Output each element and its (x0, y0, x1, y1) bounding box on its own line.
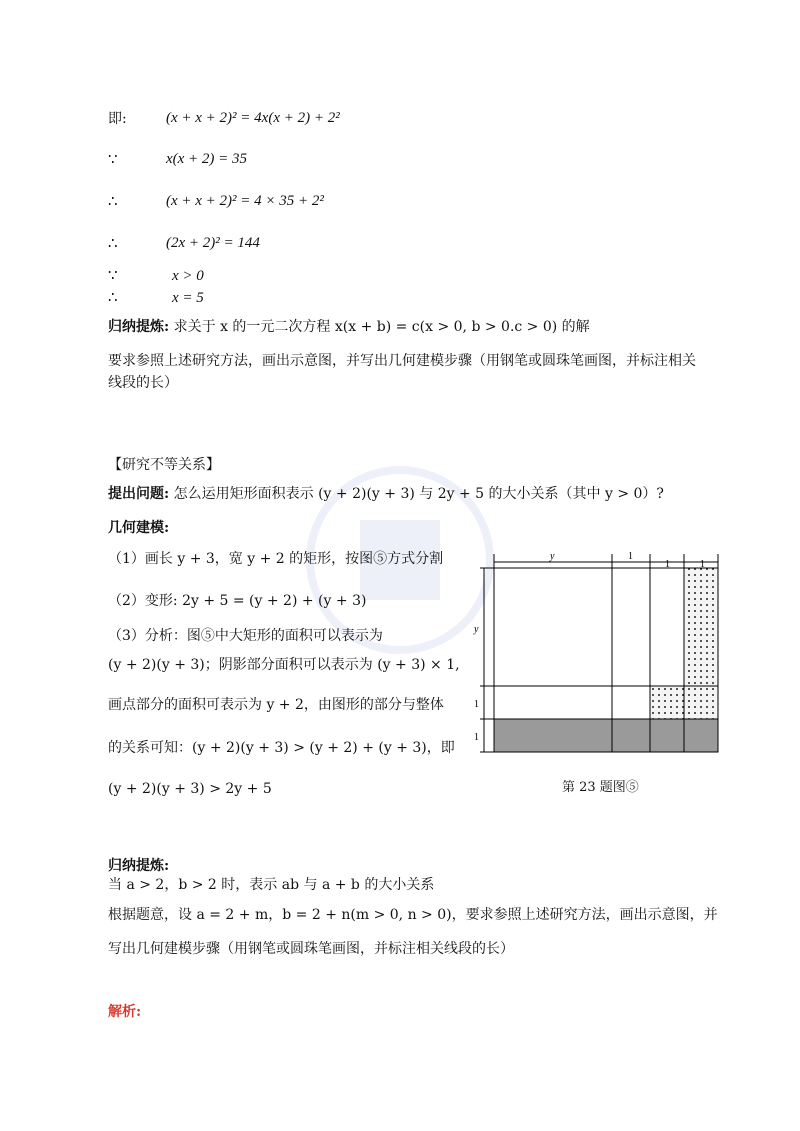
top-label-1: 1 (700, 559, 705, 570)
step-3c: 画点部分的面积可表示为 y + 2，由图形的部分与整体 (108, 697, 444, 713)
summary2-line-3: 写出几何建模步骤（用钢笔或圆珠笔画图，并标注相关线段的长） (108, 941, 514, 957)
because-symbol: ∵ (108, 150, 118, 168)
equation-6: x = 5 (172, 290, 204, 306)
equation-5: x > 0 (172, 268, 204, 284)
summary-1 (108, 318, 590, 336)
therefore-symbol: ∴ (108, 192, 118, 210)
question-label: 提出问题: (108, 486, 170, 502)
step-3: （3）分析：图⑤中大矩形的面积可以表示为 (108, 628, 383, 644)
step-2: （2）变形: 2y + 5 = (y + 2) + (y + 3) (108, 593, 367, 609)
analysis-label: 解析: (108, 1004, 142, 1020)
summary2-line-1: 当 a > 2，b > 2 时，表示 ab 与 a + b 的大小关系 (108, 877, 435, 893)
top-label-1: 1 (665, 559, 670, 570)
question-text: 怎么运用矩形面积表示 (y + 2)(y + 3) 与 2y + 5 的大小关系（其中 y > 0）? (173, 486, 664, 502)
equation-2: x(x + 2) = 35 (166, 151, 248, 167)
dotted-column (684, 568, 718, 719)
left-label-1: 1 (474, 732, 479, 743)
figure-caption: 第 23 题图⑤ (562, 780, 639, 795)
requirement-line-1: 要求参照上述研究方法，画出示意图，并写出几何建模步骤（用钢笔或圆珠笔画图，并标注相关 (108, 353, 696, 369)
question-line (108, 485, 664, 503)
therefore-symbol: ∴ (108, 234, 118, 252)
summary-text: 求关于 x 的一元二次方程 x(x + b) = c(x > 0, b > 0.c > 0) 的解 (173, 319, 590, 335)
requirement-line-2: 线段的长） (108, 375, 178, 391)
equation-4: (2x + 2)² = 144 (166, 235, 260, 251)
left-label-y: y (474, 624, 479, 635)
summary-label: 归纳提炼: (108, 319, 170, 335)
because-symbol: ∵ (108, 266, 118, 284)
dotted-square (650, 686, 684, 719)
equation-1: (x + x + 2)² = 4x(x + 2) + 2² (166, 110, 340, 126)
summary2-line-2: 根据题意，设 a = 2 + m，b = 2 + n(m > 0, n > 0)，要求参照上述研究方法，画出示意图，并 (108, 907, 718, 923)
equation-3: (x + x + 2)² = 4 × 35 + 2² (166, 193, 324, 209)
step-3e: (y + 2)(y + 3) > 2y + 5 (108, 781, 272, 797)
step-3b: (y + 2)(y + 3)；阴影部分面积可以表示为 (y + 3) × 1, (108, 657, 460, 673)
summary-label-2: 归纳提炼: (108, 858, 170, 874)
top-label-y: y (550, 551, 555, 562)
therefore-symbol: ∴ (108, 288, 118, 306)
top-label-1: 1 (628, 551, 633, 562)
left-label-1: 1 (474, 699, 479, 710)
rectangle-diagram (470, 548, 760, 760)
section-title: 【研究不等关系】 (108, 457, 220, 473)
label-ji: 即: (108, 111, 127, 127)
step-3d: 的关系可知：(y + 2)(y + 3) > (y + 2) + (y + 3)，即 (108, 740, 455, 756)
step-1: （1）画长 y + 3，宽 y + 2 的矩形，按图⑤方式分割 (108, 551, 444, 567)
modeling-label: 几何建模: (108, 520, 170, 536)
